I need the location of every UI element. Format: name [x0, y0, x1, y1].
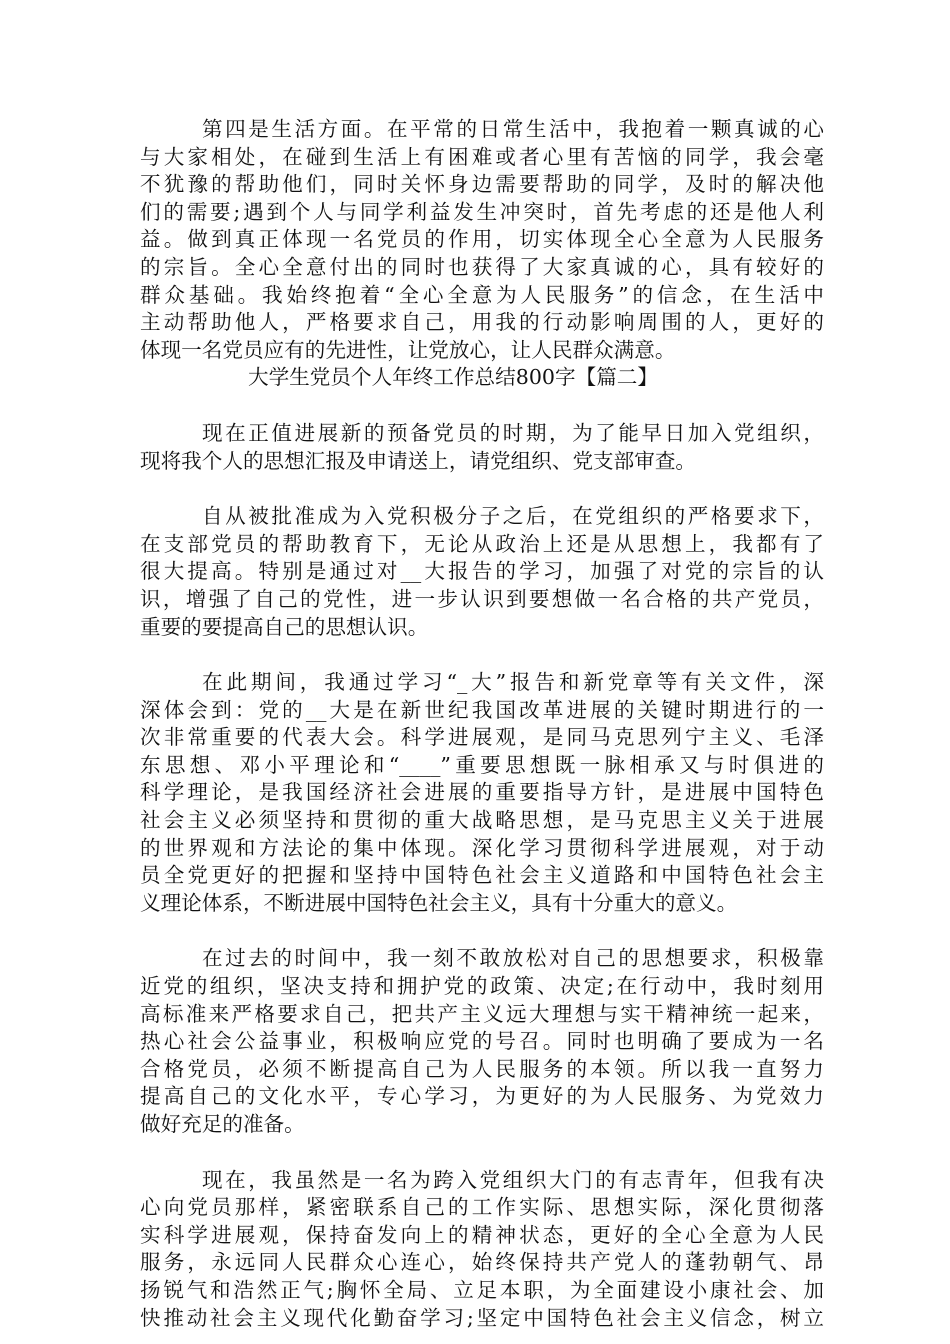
text-line: 热心社会公益事业，积极响应党的号召。同时也明确了要成为一名 [140, 1029, 824, 1054]
text-line: 高标准来严格要求自己，把共产主义远大理想与实干精神统一起来， [140, 1001, 824, 1026]
text-line: 与大家相处，在碰到生活上有困难或者心里有苦恼的同学，我会毫 [140, 144, 824, 169]
paragraph-activist [140, 503, 824, 641]
paragraph-life-aspect [140, 116, 824, 364]
text-line: 深体会到：党的__大是在新世纪我国改革进展的关键时期进行的一 [140, 697, 824, 722]
paragraph-gap [140, 1139, 824, 1167]
paragraph-study [140, 669, 824, 917]
text-line: 心向党员那样，紧密联系自己的工作实际、思想实际，深化贯彻落 [140, 1195, 824, 1220]
text-line: 在过去的时间中，我一刻不敢放松对自己的思想要求，积极靠 [202, 946, 824, 971]
text-line: 合格党员，必须不断提高自己为人民服务的本领。所以我一直努力 [140, 1056, 824, 1081]
text-line: 员全党更好的把握和坚持中国特色社会主义道路和中国特色社会主 [140, 863, 824, 888]
text-line: 们的需要;遇到个人与同学利益发生冲突时，首先考虑的还是他人利 [140, 199, 824, 224]
text-line: 在此期间，我通过学习“_大”报告和新党章等有关文件，深 [202, 670, 824, 695]
text-line: 体现一名党员应有的先进性，让党放心，让人民群众满意。 [140, 337, 676, 362]
paragraph-gap [140, 392, 824, 420]
text-line: 重要的要提高自己的思想认识。 [140, 614, 429, 639]
text-line: 自从被批准成为入党积极分子之后，在党组织的严格要求下， [202, 504, 824, 529]
text-line: 东思想、邓小平理论和“____”重要思想既一脉相承又与时俱进的 [140, 752, 824, 777]
text-line: 义理论体系，不断进展中国特色社会主义，具有十分重大的意义。 [140, 890, 738, 915]
paragraph-intro [140, 420, 824, 475]
text-line: 主动帮助他人，严格要求自己，用我的行动影响周围的人，更好的 [140, 310, 824, 335]
text-line: 服务，永远同人民群众心连心，始终保持共产党人的蓬勃朝气、昂 [140, 1250, 824, 1275]
text-line: 提高自己的文化水平，专心学习，为更好的为人民服务、为党效力 [140, 1084, 824, 1109]
text-line: 不犹豫的帮助他们，同时关怀身边需要帮助的同学，及时的解决他 [140, 172, 824, 197]
paragraph-gap [140, 917, 824, 945]
text-line: 现在正值进展新的预备党员的时期，为了能早日加入党组织， [202, 420, 824, 445]
text-line: 快推动社会主义现代化勤奋学习;坚定中国特色社会主义信念，树立 [140, 1305, 824, 1330]
document-page [140, 116, 824, 1332]
text-line: 的宗旨。全心全意付出的同时也获得了大家真诚的心，具有较好的 [140, 254, 824, 279]
paragraph-past-time [140, 945, 824, 1138]
text-line: 近党的组织，坚决支持和拥护党的政策、决定;在行动中，我时刻用 [140, 974, 824, 999]
text-line: 次非常重要的代表大会。科学进展观，是同马克思列宁主义、毛泽 [140, 725, 824, 750]
text-line: 现将我个人的思想汇报及申请送上，请党组织、党支部审查。 [140, 448, 697, 473]
text-line: 实科学进展观，保持奋发向上的精神状态，更好的全心全意为人民 [140, 1222, 824, 1247]
text-line: 很大提高。特别是通过对__大报告的学习，加强了对党的宗旨的认 [140, 559, 824, 584]
text-line: 识，增强了自己的党性，进一步认识到要想做一名合格的共产党员， [140, 586, 824, 611]
text-line: 在支部党员的帮助教育下，无论从政治上还是从思想上，我都有了 [140, 531, 824, 556]
text-line: 益。做到真正体现一名党员的作用，切实体现全心全意为人民服务 [140, 227, 824, 252]
paragraph-gap [140, 641, 824, 669]
section-title: 大学生党员个人年终工作总结800字【篇二】 [248, 365, 658, 390]
text-line: 群众基础。我始终抱着“全心全意为人民服务”的信念，在生活中 [140, 282, 824, 307]
text-line: 社会主义必须坚持和贯彻的重大战略思想，是马克思主义关于进展 [140, 808, 824, 833]
text-line: 现在，我虽然是一名为跨入党组织大门的有志青年，但我有决 [202, 1167, 824, 1192]
text-line: 的世界观和方法论的集中体现。深化学习贯彻科学进展观，对于动 [140, 835, 824, 860]
text-line: 第四是生活方面。在平常的日常生活中，我抱着一颗真诚的心 [202, 117, 824, 141]
text-line: 做好充足的准备。 [140, 1112, 305, 1136]
text-line: 扬锐气和浩然正气;胸怀全局、立足本职，为全面建设小康社会、加 [140, 1277, 824, 1302]
paragraph-gap [140, 475, 824, 503]
text-line: 科学理论，是我国经济社会进展的重要指导方针，是进展中国特色 [140, 780, 824, 805]
paragraph-now [140, 1167, 824, 1333]
